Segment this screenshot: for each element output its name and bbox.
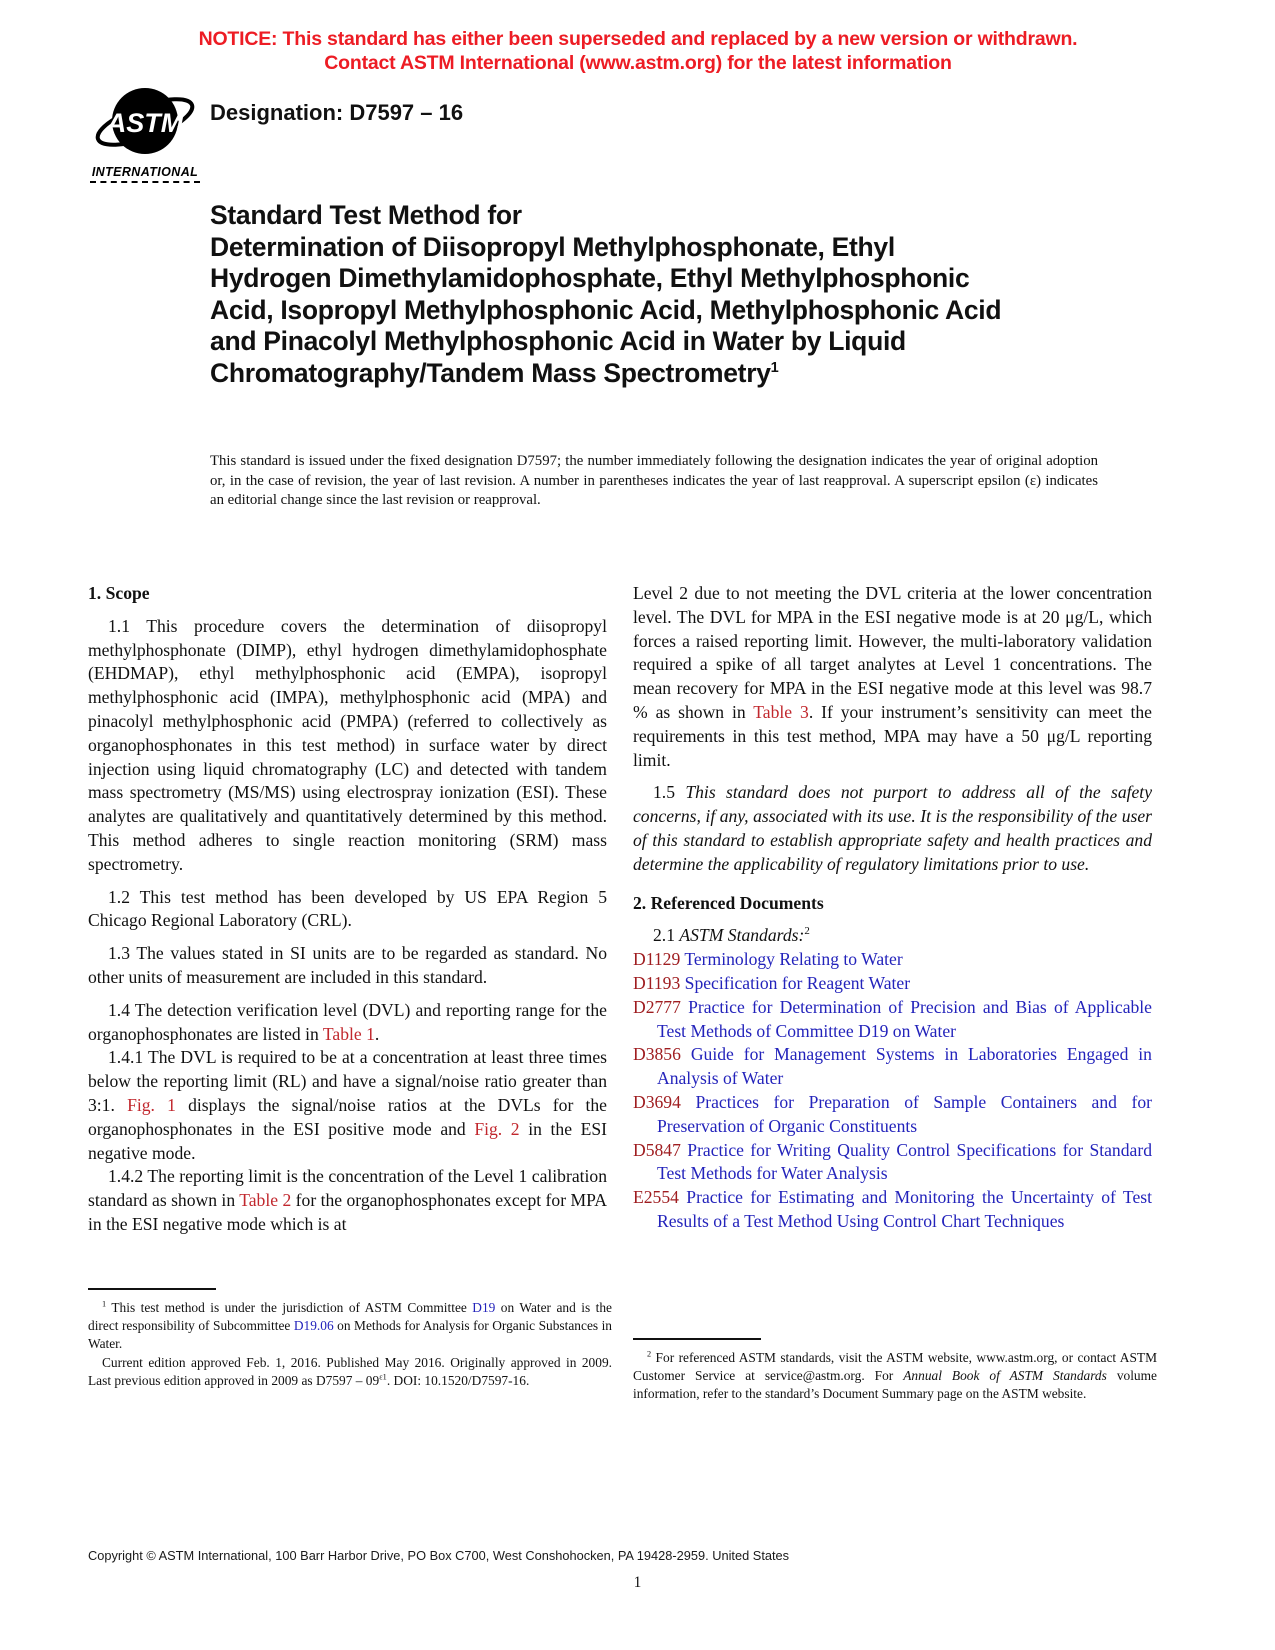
paragraph-1-4-1 — [88, 1046, 607, 1165]
body-columns — [88, 582, 1152, 1237]
standard-doc-link[interactable]: D5847 — [633, 1139, 681, 1160]
text-segment: This standard does not purport to address all of the safety concerns, if any, associated with its use. It is the responsibility of the user of this standard to establish appropriate safety and health practices and determine the applicability of regulatory limitations prior to use. — [633, 782, 1153, 874]
reference-title-link[interactable]: Specification for Reagent Water — [684, 972, 911, 993]
text-segment: . — [374, 1023, 380, 1044]
reference-item — [633, 996, 1152, 1044]
issuance-note: This standard is issued under the fixed designation D7597; the number immediately following the designation indicates the year of original adoption or, in the case of revision, the year of last revision. A number in parentheses indicates the year of last reapproval. A superscript epsilon (ε) indicates an editorial change since the last revision or reapproval. — [210, 453, 1098, 509]
notice-line-2: Contact ASTM International (www.astm.org) for the latest information — [324, 51, 952, 74]
text-segment: 1.5 — [653, 782, 686, 803]
title-main — [210, 232, 1010, 390]
text-segment: ASTM Standards: — [679, 925, 805, 946]
standard-doc-link[interactable]: D1193 — [633, 972, 681, 993]
reference-item — [633, 1043, 1152, 1091]
text-segment: for the organophosphonates except for MPA in the ESI negative mode which is at — [88, 1190, 607, 1234]
text-segment: For referenced ASTM standards, visit the ASTM website, www.astm.org, or contact ASTM Customer Service at service@astm.org. For — [633, 1350, 1157, 1384]
paragraph-1-4-2-continuation — [633, 582, 1152, 772]
standard-doc-link[interactable]: D1129 — [633, 949, 681, 970]
paragraph-2-1 — [633, 924, 1152, 948]
section-1-scope-heading: 1. Scope — [88, 583, 150, 603]
text-segment: displays the signal/noise ratios at the DVLs for the organophosphonates in the ESI positive mode and — [88, 1094, 607, 1139]
cross-reference-link[interactable]: Table 1 — [322, 1023, 375, 1044]
text-segment: Current edition approved Feb. 1, 2016. Published May 2016. Originally approved in 2009. Last previous edition approved in 2009 as D7597 – 09 — [88, 1354, 612, 1388]
document-title — [210, 200, 1010, 389]
section-2-referenced-documents-heading: 2. Referenced Documents — [633, 892, 824, 913]
reference-item — [633, 1091, 1152, 1139]
reference-title-link[interactable]: Terminology Relating to Water — [684, 949, 903, 970]
reference-title-link[interactable]: Practice for Determination of Precision and Bias of Applicable Test Methods of Committee D19 on Water — [657, 996, 1152, 1041]
footnote-2 — [633, 1338, 1157, 1404]
superseded-notice-banner — [63, 28, 1213, 75]
text-segment: 1 — [102, 1299, 107, 1309]
text-segment: 1.1 This procedure covers the determination of diisopropyl methylphosphonate (DIMP), ethyl hydrogen dimethylamidophosphate (EHDMAP), ethyl methylphosphonic acid (EMPA), isopropyl methylphosphonic acid (IMPA), methylphosphonic acid (MPA) and pinacolyl methylphosphonic acid (PMPA) (referred to collectively as organophosphonates in this test method) in surface water by direct injection using liquid chromatography (LC) and detected with tandem mass spectrometry (MS/MS) using electrospray ionization (ESI). These analytes are qualitatively and quantitatively determined by this method. This method adheres to single reaction monitoring (SRM) mass spectrometry. — [88, 615, 607, 874]
text-segment: 1.4.2 The reporting limit is the concentration of the Level 1 calibration standard as shown in — [88, 1166, 607, 1211]
references-list — [633, 948, 1152, 1234]
left-column — [88, 582, 607, 1237]
hyperlink[interactable]: D19.06 — [293, 1318, 334, 1334]
reference-title-link[interactable]: Practice for Estimating and Monitoring the Uncertainty of Test Results of a Test Method Using Control Chart Techniques — [657, 1187, 1152, 1231]
paragraph-1-4 — [88, 999, 607, 1047]
reference-title-link[interactable]: Practice for Writing Quality Control Specifications for Standard Test Methods for Water Analysis — [657, 1139, 1152, 1184]
logo-astm-text: ASTM — [106, 108, 184, 138]
footnote-rule-right — [633, 1338, 761, 1340]
right-column — [633, 582, 1152, 1237]
paragraph-1-2 — [88, 886, 607, 934]
text-segment: 2 — [647, 1349, 652, 1359]
logo-dashed-rule — [90, 181, 200, 183]
logo-international-text: INTERNATIONAL — [91, 165, 199, 179]
cross-reference-link[interactable]: Table 2 — [239, 1190, 292, 1211]
footnote-rule-left — [88, 1288, 216, 1290]
text-segment: Annual Book of ASTM Standards — [903, 1368, 1107, 1384]
paragraph-1-1 — [88, 615, 607, 877]
reference-item — [633, 1186, 1152, 1234]
text-segment: in the ESI negative mode. — [88, 1118, 607, 1163]
standard-doc-link[interactable]: D3856 — [633, 1044, 681, 1065]
text-segment: 1 — [770, 359, 779, 376]
paragraph-1-3 — [88, 942, 607, 990]
reference-title-link[interactable]: Guide for Management Systems in Laboratories Engaged in Analysis of Water — [657, 1044, 1152, 1089]
reference-item — [633, 972, 1152, 996]
text-segment: . DOI: 10.1520/D7597-16. — [386, 1372, 530, 1388]
text-segment: . If your instrument’s sensitivity can meet the requirements in this test method, MPA may have a 50 μg/L reporting limit. — [633, 701, 1152, 770]
footnote-2-paragraph-1 — [633, 1349, 1157, 1404]
paragraph-1-4-2 — [88, 1165, 607, 1236]
cross-reference-link[interactable]: Fig. 1 — [127, 1094, 176, 1115]
text-segment: volume information, refer to the standard’s Document Summary page on the ASTM website. — [633, 1368, 1157, 1402]
text-segment: on Water and is the direct responsibility of Subcommittee — [88, 1300, 612, 1334]
text-segment: 1.4.1 The DVL is required to be at a concentration at least three times below the reporting limit (RL) and have a signal/noise ratio greater than 3:1. — [88, 1047, 607, 1115]
notice-line-1: NOTICE: This standard has either been superseded and replaced by a new version or withdrawn. — [198, 28, 1078, 50]
copyright-line: Copyright © ASTM International, 100 Barr Harbor Drive, PO Box C700, West Conshohocken, PA 19428-2959. United States — [88, 1548, 790, 1563]
text-segment: 2 — [804, 925, 810, 938]
reference-title-link[interactable]: Practices for Preparation of Sample Containers and for Preservation of Organic Constituents — [657, 1091, 1152, 1136]
reference-item — [633, 1139, 1152, 1187]
footnote-1-paragraph-2 — [88, 1354, 612, 1390]
text-segment: on Methods for Analysis for Organic Substances in Water. — [88, 1318, 612, 1352]
text-segment: ε1 — [379, 1372, 387, 1382]
cross-reference-link[interactable]: Table 3 — [753, 701, 809, 722]
paragraph-1-5 — [633, 781, 1152, 876]
text-segment: 1.2 This test method has been developed by US EPA Region 5 Chicago Regional Laboratory (CRL). — [88, 886, 607, 931]
text-segment: Determination of Diisopropyl Methylphosphonate, Ethyl Hydrogen Dimethylamidophosphate, Ethyl Methylphosphonic Acid, Isopropyl Methylphosphonic Acid, Methylphosphonic Acid and Pinacolyl Methylphosphonic Acid in Water by Liquid Chromatography/Tandem Mass Spectrometry — [210, 231, 1002, 388]
designation-label: Designation: D7597 – 16 — [210, 100, 464, 125]
astm-logo-graphic — [93, 82, 197, 162]
cross-reference-link[interactable]: Fig. 2 — [474, 1118, 520, 1139]
footnote-1 — [88, 1288, 612, 1390]
title-kicker: Standard Test Method for — [210, 200, 522, 230]
standard-doc-link[interactable]: D3694 — [633, 1091, 681, 1112]
reference-item — [633, 948, 1152, 972]
text-segment: 1.4 The detection verification level (DVL) and reporting range for the organophosphonates are listed in — [88, 999, 607, 1044]
text-segment: Level 2 due to not meeting the DVL criteria at the lower concentration level. The DVL for MPA in the ESI negative mode is at 20 μg/L, which forces a raised reporting limit. However, the multi-laboratory validation required a spike of all target analytes at Level 1 concentrations. The mean recovery for MPA in the ESI negative mode at this level was 98.7 % as shown in — [633, 583, 1152, 722]
footnote-1-paragraph-1 — [88, 1299, 612, 1354]
text-segment: This test method is under the jurisdiction of ASTM Committee — [106, 1300, 473, 1315]
hyperlink[interactable]: D19 — [472, 1300, 496, 1315]
text-segment: 1.3 The values stated in SI units are to be regarded as standard. No other units of measurement are included in this standard. — [88, 943, 607, 987]
standard-doc-link[interactable]: E2554 — [633, 1187, 679, 1208]
text-segment: 2.1 — [653, 925, 680, 946]
astm-logo — [90, 82, 200, 183]
standard-doc-link[interactable]: D2777 — [633, 996, 681, 1017]
page-number: 1 — [633, 1574, 642, 1591]
